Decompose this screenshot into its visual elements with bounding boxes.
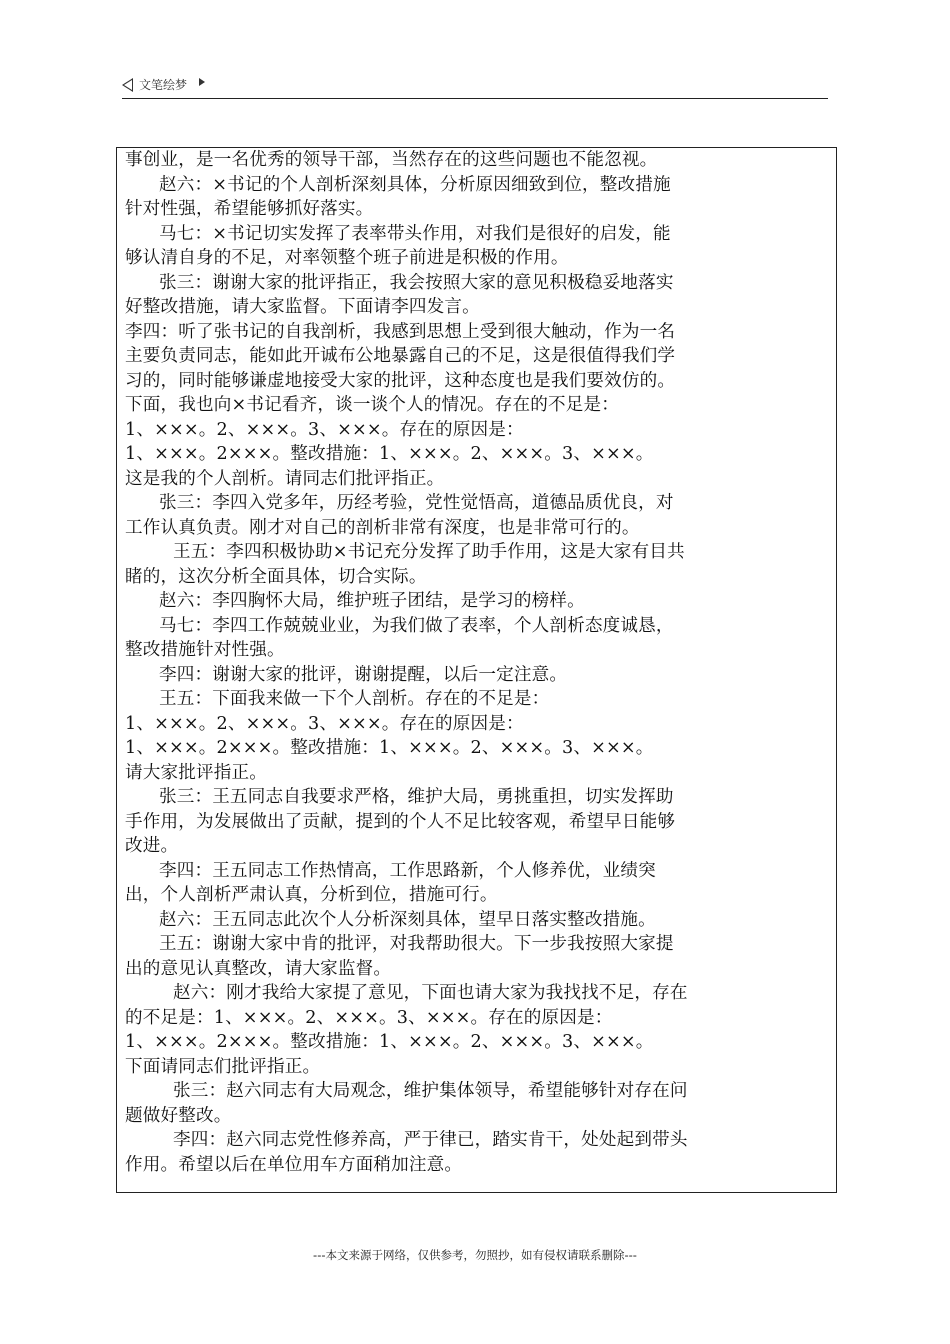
text-line: 王五：李四积极协助×书记充分发挥了助手作用，这是大家有目共: [173, 542, 685, 562]
text-line: 作用。希望以后在单位用车方面稍加注意。: [125, 1154, 463, 1175]
header-title: 文笔绘梦: [139, 78, 188, 92]
text-line: 李四：赵六同志党性修养高，严于律已，踏实肯干，处处起到带头: [173, 1130, 688, 1150]
text-line: 题做好整改。: [125, 1105, 232, 1126]
text-line: 下面，我也向×书记看齐，谈一谈个人的情况。存在的不足是：: [125, 395, 619, 415]
text-line: 张三：王五同志自我要求严格，维护大局，勇挑重担，切实发挥助: [159, 787, 674, 807]
text-line: 赵六：刚才我给大家提了意见，下面也请大家为我找找不足，存在: [173, 983, 688, 1003]
text-line: 赵六：王五同志此次个人分析深刻具体，望早日落实整改措施。: [159, 909, 656, 930]
text-line: 整改措施针对性强。: [125, 640, 285, 660]
text-line: 1、×××。2×××。整改措施：1、×××。2、×××。3、×××。: [125, 738, 654, 758]
content-box: [116, 147, 837, 1193]
right-triangle-icon: [199, 78, 205, 86]
text-line: 1、×××。2×××。整改措施：1、×××。2、×××。3、×××。: [125, 1032, 654, 1052]
text-line: 张三：谢谢大家的批评指正，我会按照大家的意见积极稳妥地落实: [159, 272, 674, 293]
text-line: 工作认真负责。刚才对自己的剖析非常有深度，也是非常可行的。: [125, 517, 640, 538]
text-line: 1、×××。2、×××。3、×××。存在的原因是：: [125, 713, 524, 734]
left-triangle-icon: [122, 78, 133, 92]
text-line: 好整改措施，请大家监督。下面请李四发言。: [125, 297, 480, 317]
text-line: 李四：听了张书记的自我剖析，我感到思想上受到很大触动，作为一名: [125, 321, 676, 342]
page-footer: ---本文来源于网络，仅供参考，勿照抄，如有侵权请联系删除---: [313, 1248, 637, 1262]
text-line: 出的意见认真整改，请大家监督。: [125, 958, 392, 979]
text-line: 张三：李四入党多年，历经考验，党性觉悟高，道德品质优良，对: [159, 493, 674, 513]
text-line: 王五：下面我来做一下个人剖析。存在的不足是：: [159, 689, 550, 709]
text-line: 习的，同时能够谦虚地接受大家的批评，这种态度也是我们要效仿的。: [125, 370, 676, 391]
text-line: 1、×××。2×××。整改措施：1、×××。2、×××。3、×××。: [125, 444, 654, 464]
text-line: 1、×××。2、×××。3、×××。存在的原因是：: [125, 419, 524, 440]
text-line: 够认清自身的不足，对率领整个班子前进是积极的作用。: [125, 248, 569, 268]
text-line: 手作用，为发展做出了贡献，提到的个人不足比较客观，希望早日能够: [125, 811, 676, 832]
text-line: 王五：谢谢大家中肯的批评，对我帮助很大。下一步我按照大家提: [159, 934, 674, 954]
text-line: 赵六：李四胸怀大局，维护班子团结，是学习的榜样。: [159, 591, 585, 611]
text-line: 的不足是：1、×××。2、×××。3、×××。存在的原因是：: [125, 1007, 613, 1028]
page-header: [122, 74, 828, 99]
text-line: 马七：李四工作兢兢业业，为我们做了表率，个人剖析态度诚恳，: [159, 615, 674, 636]
text-line: 张三：赵六同志有大局观念，维护集体领导，希望能够针对存在问: [173, 1081, 688, 1101]
text-line: 赵六：×书记的个人剖析深刻具体，分析原因细致到位，整改措施: [159, 174, 671, 195]
text-line: 下面请同志们批评指正。: [125, 1056, 321, 1077]
text-line: 事创业，是一名优秀的领导干部，当然存在的这些问题也不能忽视。: [125, 150, 658, 170]
text-line: 睹的，这次分析全面具体，切合实际。: [125, 566, 427, 587]
text-line: 马七：×书记切实发挥了表率带头作用，对我们是很好的启发，能: [159, 223, 671, 244]
text-line: 改进。: [125, 836, 179, 856]
text-line: 出，个人剖析严肃认真，分析到位，措施可行。: [125, 885, 498, 905]
text-line: 李四：王五同志工作热情高，工作思路新，个人修养优，业绩突: [159, 860, 656, 881]
text-line: 请大家批评指正。: [125, 762, 267, 783]
text-line: 主要负责同志，能如此开诚布公地暴露自己的不足，这是很值得我们学: [125, 346, 676, 366]
text-line: 针对性强，希望能够抓好落实。: [125, 199, 374, 219]
text-line: 这是我的个人剖析。请同志们批评指正。: [125, 468, 445, 489]
header-brand: [122, 76, 205, 93]
text-line: 李四：谢谢大家的批评，谢谢提醒，以后一定注意。: [159, 664, 568, 685]
